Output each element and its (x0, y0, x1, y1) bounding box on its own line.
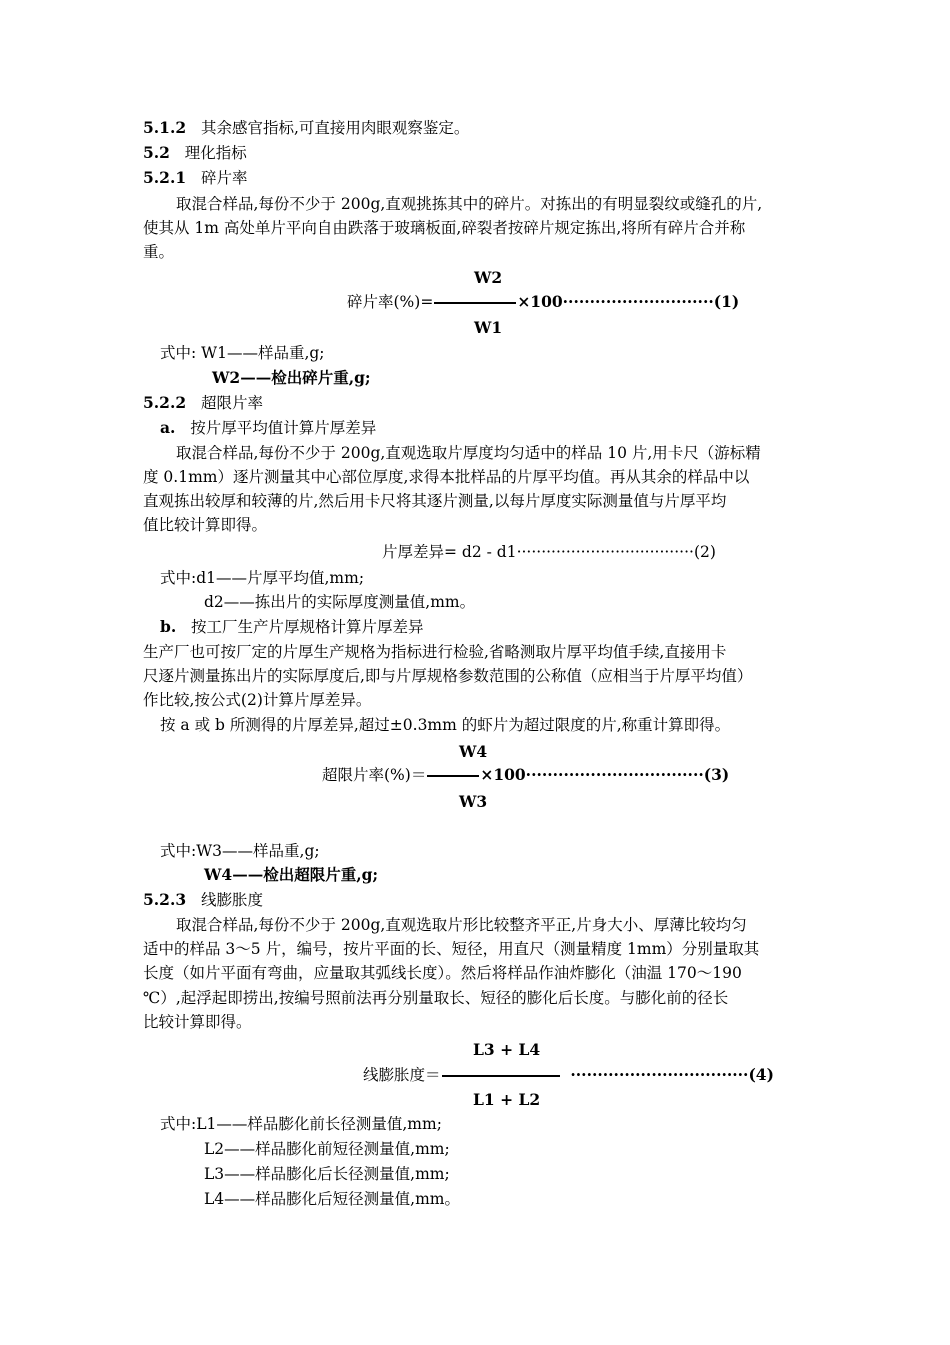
section-title: 碎片率 (200, 169, 248, 187)
section-5-1-2 (143, 116, 469, 140)
paragraph-line: 使其从 1m 高处单片平向自由跌落于玻璃板面,碎裂者按碎片规定拣出,将所有碎片合并称 (143, 219, 746, 237)
formula-2: 片厚差异= d2 - d1····································(2) (382, 543, 716, 561)
where-clause: 式中: W1——样品重,g; (160, 344, 325, 362)
formula-3-lhs: 超限片率(%)＝ (322, 766, 427, 784)
formula-1 (347, 290, 739, 314)
paragraph-line: 重。 (143, 243, 175, 261)
paragraph-line: 长度（如片平面有弯曲，应量取其弧线长度）。然后将样品作油炸膨化（油温 170～190 (143, 964, 742, 982)
section-5-2 (143, 141, 247, 165)
fraction-bar (427, 775, 479, 777)
section-number: 5.2.2 (143, 393, 187, 412)
where-item: d2——拣出片的实际厚度测量值,mm。 (204, 593, 476, 611)
paragraph-line: 按 a 或 b 所测得的片厚差异,超过±0.3mm 的虾片为超过限度的片,称重计算即得。 (160, 716, 731, 734)
paragraph-line: 尺逐片测量拣出片的实际厚度后,即与片厚规格参数范围的公称值（应相当于片厚平均值） (143, 667, 753, 685)
section-5-2-1 (143, 166, 247, 190)
formula-3-rhs: ×100·································(3) (480, 765, 730, 784)
paragraph-line: 适中的样品 3～5 片，编号，按片平面的长、短径，用直尺（测量精度 1mm）分别量取其 (143, 940, 760, 958)
subsection-b (160, 615, 424, 639)
section-number: 5.2.3 (143, 890, 187, 909)
section-number: 5.1.2 (143, 118, 187, 137)
paragraph-line: 值比较计算即得。 (143, 516, 268, 534)
where-item: W2——检出碎片重,g; (212, 368, 371, 387)
where-clause: 式中:W3——样品重,g; (160, 842, 320, 860)
paragraph-line: 取混合样品,每份不少于 200g,直观选取片形比较整齐平正,片身大小、厚薄比较均匀 (176, 916, 747, 934)
paragraph-line: 度 0.1mm）逐片测量其中心部位厚度,求得本批样品的片厚平均值。再从其余的样品中以 (143, 468, 750, 486)
formula-4-numerator: L3 + L4 (473, 1040, 541, 1059)
list-label: a. (160, 418, 176, 437)
formula-4-rhs: ·································(4) (570, 1065, 774, 1084)
formula-4 (363, 1063, 774, 1087)
list-text: 按片厚平均值计算片厚差异 (190, 419, 377, 437)
where-item: L3——样品膨化后长径测量值,mm; (204, 1165, 450, 1183)
fraction-bar (434, 302, 516, 304)
paragraph-line: 比较计算即得。 (143, 1013, 252, 1031)
section-title: 理化指标 (184, 144, 247, 162)
formula-3-numerator: W4 (459, 742, 488, 761)
formula-1-lhs: 碎片率(%)= (347, 293, 434, 311)
paragraph-line: 作比较,按公式(2)计算片厚差异。 (143, 691, 372, 709)
where-clause: 式中:L1——样品膨化前长径测量值,mm; (160, 1115, 442, 1133)
formula-3 (322, 763, 729, 787)
where-item: W4——检出超限片重,g; (204, 865, 379, 884)
paragraph-line: ℃）,起浮起即捞出,按编号照前法再分别量取长、短径的膨化后长度。与膨化前的径长 (143, 989, 729, 1007)
list-text: 按工厂生产片厚规格计算片厚差异 (191, 618, 424, 636)
paragraph-line: 取混合样品,每份不少于 200g,直观挑拣其中的碎片。对拣出的有明显裂纹或缝孔的片, (176, 195, 763, 213)
fraction-bar (442, 1075, 560, 1077)
paragraph-line: 生产厂也可按厂定的片厚生产规格为指标进行检验,省略测取片厚平均值手续,直接用卡 (143, 643, 727, 661)
where-item: L4——样品膨化后短径测量值,mm。 (204, 1190, 460, 1208)
paragraph-line: 直观拣出较厚和较薄的片,然后用卡尺将其逐片测量,以每片厚度实际测量值与片厚平均 (143, 492, 727, 510)
section-text: 其余感官指标,可直接用肉眼观察鉴定。 (200, 119, 470, 137)
formula-1-rhs: ×100····························(1) (517, 292, 740, 311)
formula-1-denominator: W1 (474, 318, 503, 337)
section-number: 5.2 (143, 143, 170, 162)
section-title: 线膨胀度 (200, 891, 263, 909)
formula-1-numerator: W2 (474, 268, 503, 287)
where-clause: 式中:d1——片厚平均值,mm; (160, 569, 365, 587)
list-label: b. (160, 617, 177, 636)
subsection-a (160, 416, 376, 440)
section-5-2-3 (143, 888, 263, 912)
section-title: 超限片率 (200, 394, 263, 412)
formula-4-lhs: 线膨胀度＝ (363, 1066, 441, 1084)
section-number: 5.2.1 (143, 168, 187, 187)
where-item: L2——样品膨化前短径测量值,mm; (204, 1140, 450, 1158)
formula-4-denominator: L1 + L2 (473, 1090, 541, 1109)
paragraph-line: 取混合样品,每份不少于 200g,直观选取片厚度均匀适中的样品 10 片,用卡尺（游标精 (176, 444, 761, 462)
section-5-2-2 (143, 391, 263, 415)
formula-3-denominator: W3 (459, 792, 488, 811)
